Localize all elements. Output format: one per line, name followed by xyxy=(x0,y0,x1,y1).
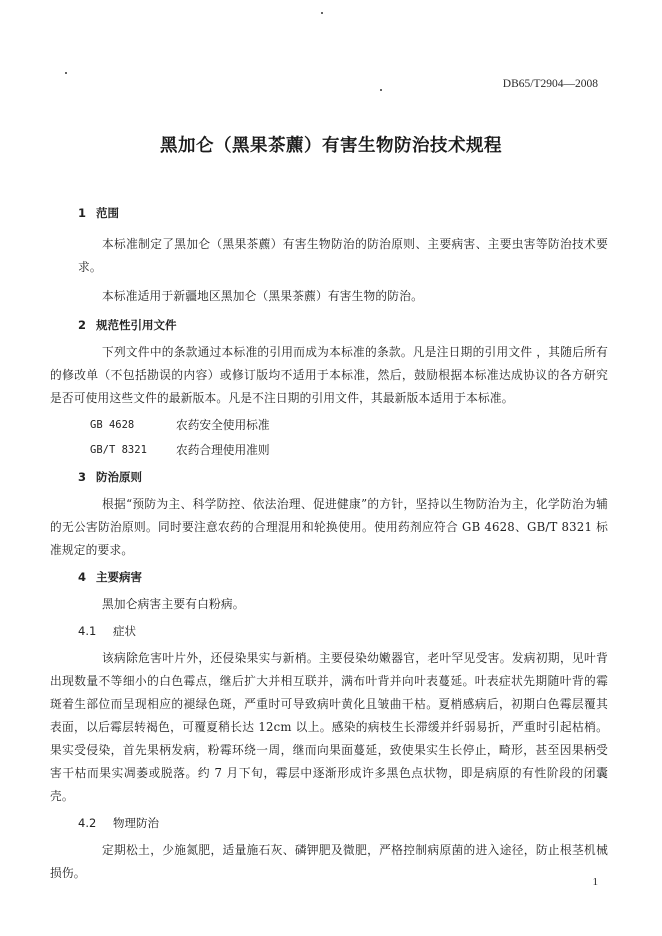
section-heading-1 xyxy=(78,202,608,225)
subsection-number: 4.2 xyxy=(78,816,97,830)
paragraph: 根据“预防为主、科学防控、依法治理、促进健康”的方针，坚持以生物防治为主，化学防治为辅的无公害防治原则。同时要注意农药的合理混用和轮换使用。使用药剂应符合 GB 4628、GB/T 8321 标准规定的要求。 xyxy=(50,497,608,557)
section-heading-3 xyxy=(78,466,608,489)
subsection-title: 物理防治 xyxy=(113,816,159,830)
reference-code: GB 4628 xyxy=(90,419,135,431)
section-heading-2 xyxy=(78,314,608,337)
reference-code: GB/T 8321 xyxy=(90,444,147,456)
paragraph: 本标准制定了黑加仑（黑果茶藨）有害生物防治的防治原则、主要病害、主要虫害等防治技术要求。 xyxy=(78,237,608,274)
document-body xyxy=(50,194,608,889)
section-number: 3 xyxy=(78,470,87,484)
reference-item xyxy=(78,414,608,437)
section-title: 防治原则 xyxy=(96,470,142,484)
paragraph: 黑加仑病害主要有白粉病。 xyxy=(102,597,245,611)
reference-name: 农药合理使用准则 xyxy=(176,443,270,457)
scan-speck xyxy=(65,72,67,74)
section-number: 4 xyxy=(78,570,87,584)
document-title: 黑加仑（黑果茶藨）有害生物防治技术规程 xyxy=(160,136,502,156)
paragraph: 定期松土，少施氮肥，适量施石灰、磷钾肥及微肥，严格控制病原菌的进入途径，防止根茎机械损伤。 xyxy=(50,843,608,880)
subsection-heading-4-2 xyxy=(78,812,608,835)
section-title: 主要病害 xyxy=(96,570,142,584)
section-title: 规范性引用文件 xyxy=(96,318,177,332)
reference-item xyxy=(78,439,608,462)
section-number: 1 xyxy=(78,206,87,220)
scan-speck xyxy=(321,12,323,14)
section-title: 范围 xyxy=(96,206,119,220)
subsection-number: 4.1 xyxy=(78,624,97,638)
page-number: 1 xyxy=(592,876,598,888)
paragraph: 本标准适用于新疆地区黑加仑（黑果茶藨）有害生物的防治。 xyxy=(102,289,423,303)
subsection-title: 症状 xyxy=(113,624,136,638)
section-heading-4 xyxy=(78,566,608,589)
paragraph: 下列文件中的条款通过本标准的引用而成为本标准的条款。凡是注日期的引用文件 ，其随后所有的修改单（不包括勘误的内容）或修订版均不适用于本标准，然后，鼓励根据本标准达成协议的各方研究是否可使用这些文件的最新版本。凡是不注日期的引用文件，其最新版本适用于本标准。 xyxy=(50,345,608,405)
paragraph: 该病除危害叶片外，还侵染果实与新梢。主要侵染幼嫩器官，老叶罕见受害。发病初期，见叶背出现数量不等细小的白色霉点，继后扩大并相互联并，满布叶背并向叶表蔓延。叶表症状先期随叶背的霉斑着生部位而呈现相应的褪绿色斑，严重时可导致病叶黄化且皱曲干枯。夏梢感病后，初期白色霉层覆其表面，以后霉层转褐色，可覆夏稍长达 12cm 以上。感染的病枝生长滞缓并纤弱易折，严重时引起枯梢。果实受侵染，首先果柄发病，粉霉环绕一周，继而向果面蔓延，致使果实生长停止，畸形，甚至因果柄受害干枯而果实凋萎或脱落。约 7 月下旬，霉层中逐渐形成许多黑色点状物，即是病原的有性阶段的闭囊壳。 xyxy=(50,651,608,803)
section-number: 2 xyxy=(78,318,87,332)
scan-speck xyxy=(380,89,382,91)
subsection-heading-4-1 xyxy=(78,620,608,643)
document-code: DB65/T2904—2008 xyxy=(502,78,598,90)
reference-name: 农药安全使用标准 xyxy=(176,418,270,432)
